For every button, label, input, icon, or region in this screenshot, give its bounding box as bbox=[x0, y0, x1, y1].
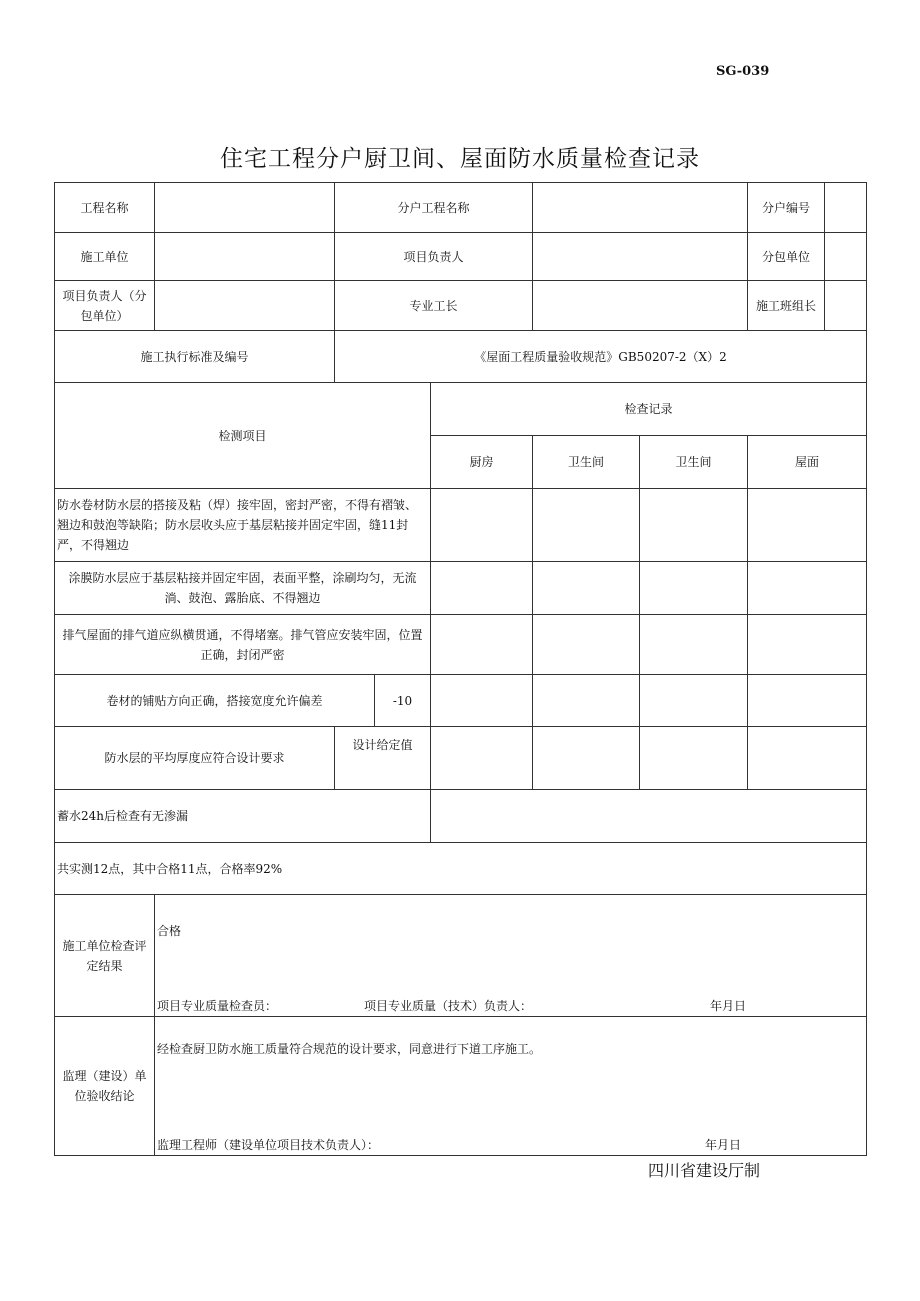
record-cell[interactable] bbox=[533, 727, 640, 790]
supervisor-conclusion: 经检查厨卫防水施工质量符合规范的设计要求，同意进行下道工序施工。 bbox=[157, 1042, 542, 1056]
record-cell[interactable] bbox=[431, 489, 533, 562]
record-cell[interactable] bbox=[431, 615, 533, 675]
project-manager-label: 项目负责人 bbox=[335, 233, 533, 281]
record-cell[interactable] bbox=[533, 615, 640, 675]
foreman-value[interactable] bbox=[533, 281, 748, 331]
record-cell[interactable] bbox=[640, 727, 748, 790]
record-cell[interactable] bbox=[431, 562, 533, 615]
column-bathroom-2: 卫生间 bbox=[640, 436, 748, 489]
record-cell[interactable] bbox=[640, 489, 748, 562]
column-roof: 屋面 bbox=[748, 436, 867, 489]
team-leader-label: 施工班组长 bbox=[748, 281, 825, 331]
record-cell[interactable] bbox=[431, 675, 533, 727]
column-kitchen: 厨房 bbox=[431, 436, 533, 489]
inspection-record-table bbox=[54, 182, 867, 1156]
record-cell[interactable] bbox=[748, 615, 867, 675]
inspection-item-header: 检测项目 bbox=[55, 383, 431, 489]
record-cell[interactable] bbox=[640, 562, 748, 615]
item-membrane-text: 防水卷材防水层的搭接及粘（焊）接牢固，密封严密，不得有褶皱、翘边和鼓泡等缺陷；防水层收头应于基层粘接并固定牢固，缝11封严，不得翘边 bbox=[55, 489, 431, 562]
record-cell[interactable] bbox=[748, 489, 867, 562]
team-leader-value[interactable] bbox=[825, 281, 867, 331]
item-coating-text: 涂膜防水层应于基层粘接并固定牢固，表面平整，涂刷均匀，无流淌、鼓泡、露胎底、不得翘边 bbox=[55, 562, 431, 615]
project-name-value[interactable] bbox=[155, 183, 335, 233]
record-cell[interactable] bbox=[640, 615, 748, 675]
subcontractor-value[interactable] bbox=[825, 233, 867, 281]
supervisor-date-label: 年月日 bbox=[705, 1138, 742, 1152]
design-value-label: 设计给定值 bbox=[335, 727, 431, 790]
inspection-summary: 共实测12点，其中合格11点，合格率92% bbox=[55, 843, 867, 895]
sub-manager-label: 项目负责人（分包单位） bbox=[55, 281, 155, 331]
sub-manager-value[interactable] bbox=[155, 281, 335, 331]
quality-tech-lead-label: 项目专业质量（技术）负责人： bbox=[364, 999, 533, 1013]
record-cell[interactable] bbox=[533, 675, 640, 727]
inspection-record-header: 检查记录 bbox=[431, 383, 867, 436]
contractor-value[interactable] bbox=[155, 233, 335, 281]
supervisor-eval-label: 监理（建设）单位验收结论 bbox=[55, 1017, 155, 1156]
project-name-label: 工程名称 bbox=[55, 183, 155, 233]
contractor-eval-result: 合格 bbox=[157, 924, 182, 938]
quality-inspector-label: 项目专业质量检查员： bbox=[157, 999, 278, 1013]
item-thickness-text: 防水层的平均厚度应符合设计要求 bbox=[55, 727, 335, 790]
page-title: 住宅工程分户厨卫间、屋面防水质量检查记录 bbox=[220, 146, 700, 172]
record-cell[interactable] bbox=[431, 727, 533, 790]
record-cell[interactable] bbox=[748, 675, 867, 727]
contractor-eval-label: 施工单位检查评定结果 bbox=[55, 895, 155, 1017]
item-vent-text: 排气屋面的排气道应纵横贯通，不得堵塞。排气管应安装牢固，位置正确，封闭严密 bbox=[55, 615, 431, 675]
water-test-record[interactable] bbox=[431, 790, 867, 843]
column-bathroom-1: 卫生间 bbox=[533, 436, 640, 489]
standard-value: 《屋面工程质量验收规范》GB50207-2（X）2 bbox=[335, 331, 867, 383]
item-overlap-text: 卷材的铺贴方向正确，搭接宽度允许偏差 bbox=[55, 675, 375, 727]
record-cell[interactable] bbox=[533, 562, 640, 615]
overlap-tolerance: -10 bbox=[375, 675, 431, 727]
record-cell[interactable] bbox=[748, 727, 867, 790]
supervisor-eval-cell bbox=[155, 1017, 867, 1156]
project-manager-value[interactable] bbox=[533, 233, 748, 281]
standard-label: 施工执行标准及编号 bbox=[55, 331, 335, 383]
record-cell[interactable] bbox=[640, 675, 748, 727]
record-cell[interactable] bbox=[748, 562, 867, 615]
foreman-label: 专业工长 bbox=[335, 281, 533, 331]
contractor-eval-cell bbox=[155, 895, 867, 1017]
supervising-engineer-label: 监理工程师（建设单位项目技术负责人）： bbox=[157, 1138, 380, 1152]
sub-project-label: 分户工程名称 bbox=[335, 183, 533, 233]
document-code: SG-039 bbox=[716, 64, 770, 79]
item-water-test-text: 蓄水24h后检查有无渗漏 bbox=[55, 790, 431, 843]
subcontractor-label: 分包单位 bbox=[748, 233, 825, 281]
sub-project-value[interactable] bbox=[533, 183, 748, 233]
contractor-label: 施工单位 bbox=[55, 233, 155, 281]
unit-no-value[interactable] bbox=[825, 183, 867, 233]
contractor-date-label: 年月日 bbox=[710, 999, 747, 1013]
issuer-footer: 四川省建设厅制 bbox=[648, 1161, 761, 1180]
unit-no-label: 分户编号 bbox=[748, 183, 825, 233]
record-cell[interactable] bbox=[533, 489, 640, 562]
